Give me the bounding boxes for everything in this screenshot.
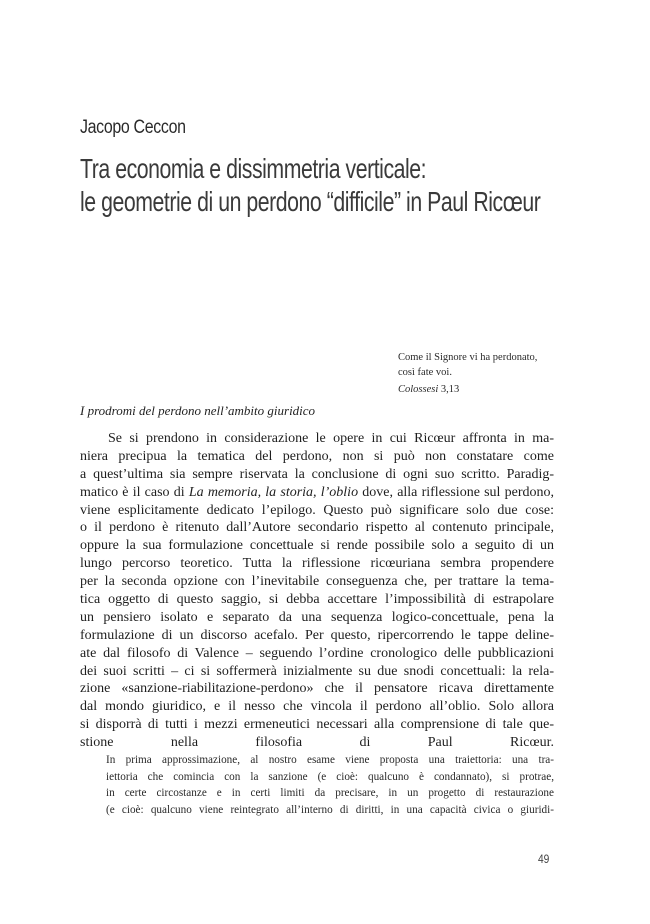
quotation-line: (e cioè: qualcuno viene reintegrato all’interno di diritti, in una capacità civica o giuridi- [106, 803, 554, 816]
quotation-line: In prima approssimazione, al nostro esame viene proposta una traiettoria: una tra- [106, 754, 554, 766]
epigraph-source-book: Colossesi [398, 384, 439, 395]
article-title [80, 152, 540, 218]
cited-book-title: La memoria, la storia, l’oblio [188, 484, 359, 500]
body-line: stione nella filosofia di Paul Ricœur. [80, 735, 554, 751]
title-line-2: le geometrie di un perdono “difficile” in Paul Ricœur [80, 186, 541, 217]
body-line-part: dove, alla riflessione sul perdono, [362, 484, 555, 500]
epigraph-line-2: così fate voi. [398, 366, 452, 378]
body-line: niera precipua la tematica del perdono, non si può non constatare come [80, 448, 554, 464]
epigraph-line-1: Come il Signore vi ha perdonato, [398, 352, 538, 363]
body-line: viene esplicitamente dedicato l’epilogo. Questo può significare solo due cose: [80, 502, 554, 518]
body-line: a quest’ultima sia sempre riservata la conclusione di ogni suo scritto. Paradig- [80, 466, 554, 482]
epigraph-source-ref: 3,13 [440, 384, 460, 395]
body-line: zione «sanzione-riabilitazione-perdono» che il pensatore ricava direttamente [80, 681, 554, 697]
body-line: lungo percorso teoretico. Tutta la riflessione ricœuriana sembra propendere [80, 556, 554, 572]
body-line-part: matico è il caso di [80, 484, 185, 500]
body-line: dei suoi scritti – ci si soffermerà inizialmente su due snodi concettuali: la rela- [80, 663, 554, 679]
quotation-line: in certe circostanze e in certi limiti da precisare, in un progetto di restaurazione [106, 787, 554, 799]
body-line: per la seconda opzione con l’inevitabile conseguenza che, per trattare la tema- [80, 574, 554, 590]
body-line: oppure la sua formulazione concettuale si rende possibile solo a seguito di un [80, 538, 554, 554]
body-line: formulazione di un discorso acefalo. Per questo, ripercorrendo le tappe deline- [80, 627, 554, 643]
epigraph [398, 351, 537, 398]
body-line: un pensiero isolato e separato da una sequenza logico-concettuale, pena la [80, 609, 554, 625]
body-line [80, 484, 554, 502]
quotation-line: iettoria che comincia con la sanzione (e cioè: qualcuno è condannato), si protrae, [106, 770, 554, 783]
body-line: ate dal filosofo di Valence – seguendo l’ordine cronologico delle pubblicazioni [80, 645, 554, 661]
body-line: dal mondo giuridico, e il nesso che vincola il perdono all’oblio. Solo allora [80, 699, 554, 715]
body-line: Se si prendono in considerazione le opere in cui Ricœur affronta in ma- [108, 431, 554, 446]
author-name: Jacopo Ceccon [80, 117, 186, 138]
indented-quotation [106, 752, 554, 818]
title-line-1: Tra economia e dissimmetria verticale: [80, 153, 427, 184]
body-line: si disporrà di tutti i mezzi ermeneutici necessari alla comprensione di tale que- [80, 717, 554, 733]
page-number: 49 [538, 852, 550, 866]
body-paragraph [80, 430, 554, 770]
body-line: o il perdono è ritenuto dall’Autore secondario rispetto al contenuto principale, [80, 520, 554, 536]
epigraph-source [398, 383, 537, 398]
body-line: tica oggetto di questo saggio, si debba accettare l’impossibilità di estrapolare [80, 592, 554, 608]
section-heading: I prodromi del perdono nell’ambito giuridico [80, 403, 316, 418]
